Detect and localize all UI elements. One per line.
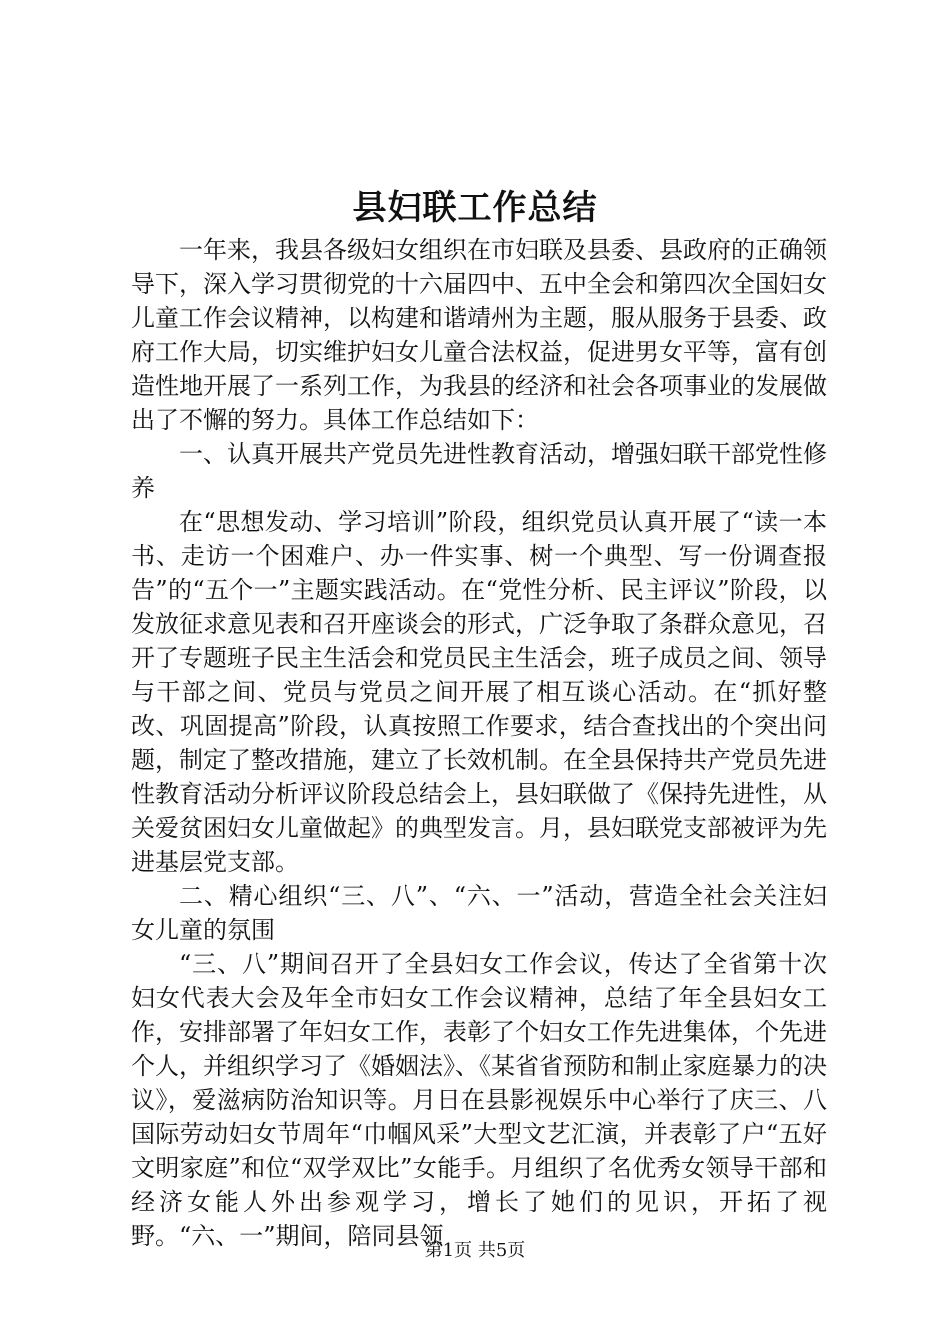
section-heading-1: 一、认真开展共产党员先进性教育活动，增强妇联干部党性修养 [131, 440, 827, 502]
page-number-footer: 第1页 共5页 [424, 1240, 526, 1261]
section-heading-2: 二、精心组织“三、八”、“六、一”活动，营造全社会关注妇女儿童的氛围 [131, 882, 827, 944]
paragraph-section-2: “三、八”期间召开了全县妇女工作会议，传达了全省第十次妇女代表大会及年全市妇女工作会议精神，总结了年全县妇女工作，安排部署了年妇女工作，表彰了个妇女工作先进集体，个先进个人，并组织学习了《婚姻法》、《某省省预防和制止家庭暴力的决议》，爱滋病防治知识等。月日在县影视娱乐中心举行了庆三、八国际劳动妇女节周年“巾帼风采”大型文艺汇演，并表彰了户“五好文明家庭”和位“双学双比”女能手。月组织了名优秀女领导干部和经济女能人外出参观学习，增长了她们的见识，开拓了视野。“六、一”期间，陪同县领 [131, 950, 827, 1250]
document-title: 县妇联工作总结 [352, 188, 598, 228]
paragraph-section-1: 在“思想发动、学习培训”阶段，组织党员认真开展了“读一本书、走访一个困难户、办一件实事、树一个典型、写一份调查报告”的“五个一”主题实践活动。在“党性分析、民主评议”阶段，以发放征求意见表和召开座谈会的形式，广泛争取了条群众意见，召开了专题班子民主生活会和党员民主生活会，班子成员之间、领导与干部之间、党员与党员之间开展了相互谈心活动。在“抓好整改、巩固提高”阶段，认真按照工作要求，结合查找出的个突出问题，制定了整改措施，建立了长效机制。在全县保持共产党员先进性教育活动分析评议阶段总结会上，县妇联做了《保持先进性，从关爱贫困妇女儿童做起》的典型发言。月，县妇联党支部被评为先进基层党支部。 [131, 508, 827, 876]
paragraph-intro: 一年来，我县各级妇女组织在市妇联及县委、县政府的正确领导下，深入学习贯彻党的十六届四中、五中全会和第四次全国妇女儿童工作会议精神，以构建和谐靖州为主题，服从服务于县委、政府工作大局，切实维护妇女儿童合法权益，促进男女平等，富有创造性地开展了一系列工作，为我县的经济和社会各项事业的发展做出了不懈的努力。具体工作总结如下： [131, 236, 827, 434]
document-body [131, 233, 827, 1253]
